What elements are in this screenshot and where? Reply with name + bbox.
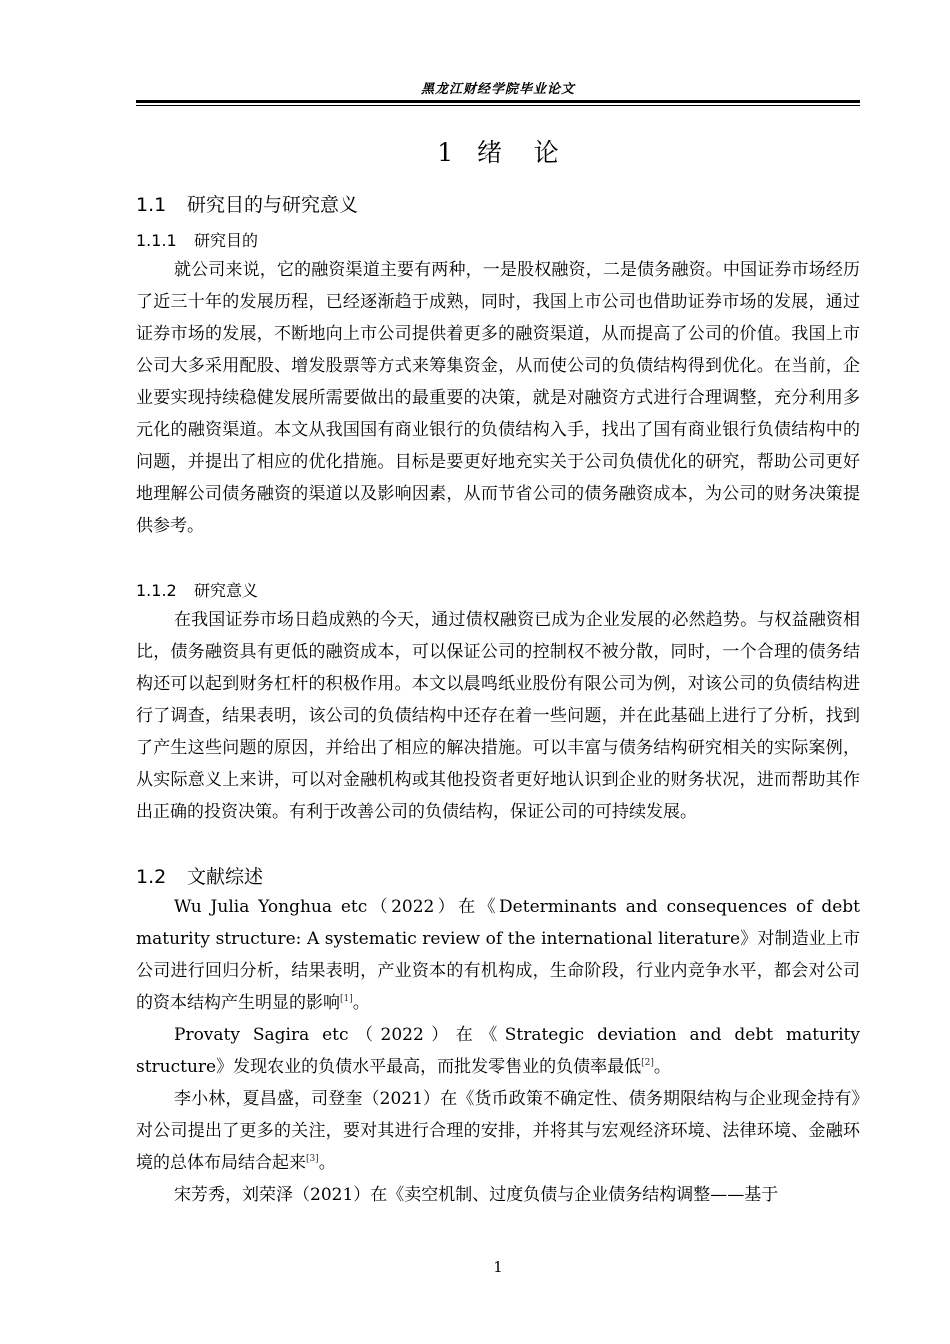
running-header: 黑龙江财经学院毕业论文 xyxy=(420,82,575,97)
citation-ref: [3] xyxy=(306,1154,319,1164)
header-rule-thin xyxy=(136,105,860,106)
paragraph-literature-4: 宋芳秀，刘荣泽（2021）在《卖空机制、过度负债与企业债务结构调整——基于 xyxy=(174,1185,779,1205)
section-heading-1-1-1 xyxy=(136,228,258,251)
section-title: 研究目的与研究意义 xyxy=(187,194,359,216)
paragraph-research-significance: 在我国证券市场日趋成熟的今天，通过债权融资已成为企业发展的必然趋势。与权益融资相比，债务融资具有更低的融资成本，可以保证公司的控制权不被分散，同时，一个合理的债务结构还可以起到财务杠杆的积极作用。本文以晨鸣纸业股份有限公司为例，对该公司的负债结构进行了调查，结果表明，该公司的负债结构中还存在着一些问题，并在此基础上进行了分析，找到了产生这些问题的原因，并给出了相应的解决措施。可以丰富与债务结构研究相关的实际案例，从实际意义上来讲，可以对金融机构或其他投资者更好地认识到企业的财务状况，进而帮助其作出正确的投资决策。有利于改善公司的负债结构，保证公司的可持续发展。 xyxy=(136,610,860,822)
paragraph-literature-1 xyxy=(136,891,860,1019)
section-heading-1-1-2 xyxy=(136,578,258,601)
chapter-name: 绪 论 xyxy=(476,138,559,167)
citation-ref: [2] xyxy=(641,1058,654,1068)
paragraph-literature-3 xyxy=(136,1083,860,1179)
chapter-number: 1 xyxy=(437,138,454,167)
paragraph-literature-2 xyxy=(136,1019,860,1083)
section-number: 1.1 xyxy=(136,194,167,216)
section-title: 研究意义 xyxy=(194,581,259,600)
section-title: 文献综述 xyxy=(187,866,264,888)
literature-text: Wu Julia Yonghua etc（2022）在《Determinants and consequences of debt maturity structure: A systematic review of the international literature》对制造业上市公司进行回归分析，结果表明，产业资本的有机构成，生命阶段，行业内竞争水平，都会对公司的资本结构产生明显的影响 xyxy=(136,897,860,1013)
paragraph-research-purpose: 就公司来说，它的融资渠道主要有两种，一是股权融资，二是债务融资。中国证券市场经历了近三十年的发展历程，已经逐渐趋于成熟，同时，我国上市公司也借助证券市场的发展，通过证券市场的发展，不断地向上市公司提供着更多的融资渠道，从而提高了公司的价值。我国上市公司大多采用配股、增发股票等方式来筹集资金，从而使公司的负债结构得到优化。在当前，企业要实现持续稳健发展所需要做出的最重要的决策，就是对融资方式进行合理调整，充分利用多元化的融资渠道。本文从我国国有商业银行的负债结构入手，找出了国有商业银行负债结构中的问题，并提出了相应的优化措施。目标是要更好地充实关于公司负债优化的研究，帮助公司更好地理解公司债务融资的渠道以及影响因素，从而节省公司的债务融资成本，为公司的财务决策提供参考。 xyxy=(136,260,860,536)
literature-text: 李小林，夏昌盛，司登奎（2021）在《货币政策不确定性、债务期限结构与企业现金持有》对公司提出了更多的关注，要对其进行合理的安排，并将其与宏观经济环境、法律环境、金融环境的总体布局结合起来 xyxy=(136,1089,860,1173)
sentence-end: 。 xyxy=(318,1153,336,1173)
section-title: 研究目的 xyxy=(194,231,259,250)
page-number: 1 xyxy=(493,1258,503,1276)
section-heading-1-1 xyxy=(136,190,358,217)
section-number: 1.1.1 xyxy=(136,231,177,250)
section-number: 1.2 xyxy=(136,866,167,888)
chapter-title xyxy=(136,133,860,169)
section-heading-1-2 xyxy=(136,862,263,889)
header-rule-thick xyxy=(136,100,860,103)
sentence-end: 。 xyxy=(653,1057,671,1077)
sentence-end: 。 xyxy=(352,993,370,1013)
citation-ref: [1] xyxy=(340,994,353,1004)
section-number: 1.1.2 xyxy=(136,581,177,600)
literature-text: Provaty Sagira etc（2022）在《Strategic deviation and debt maturity structure》发现农业的负债水平最高，而批发零售业的负债率最低 xyxy=(136,1025,860,1077)
